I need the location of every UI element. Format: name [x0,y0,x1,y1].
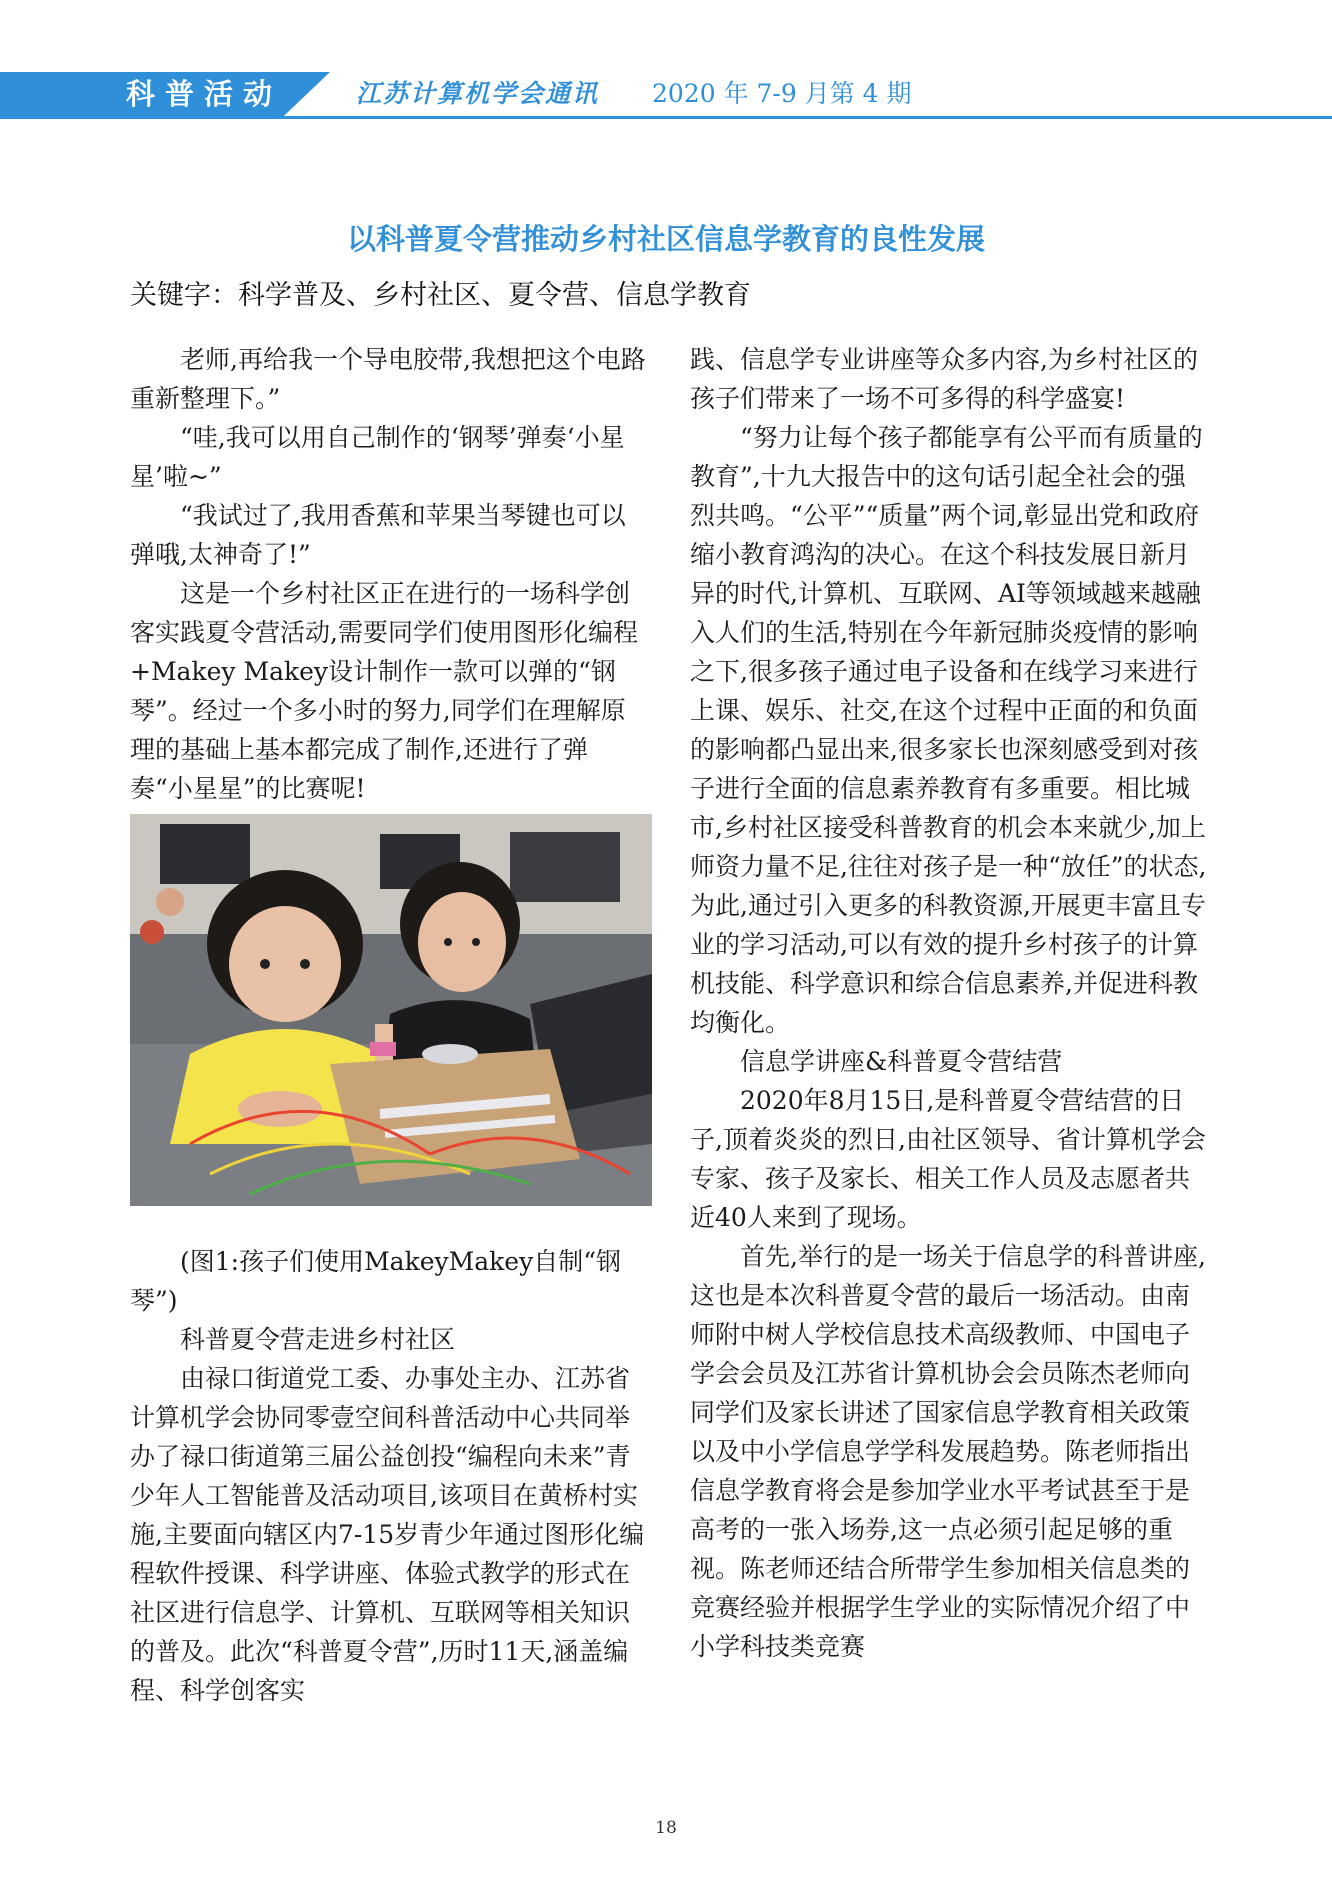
right-paragraph-4: 首先,举行的是一场关于信息学的科普讲座,这也是本次科普夏令营的最后一场活动。由南师附中树人学校信息技术高级教师、中国电子学会会员及江苏省计算机协会会员陈杰老师向同学们及家长讲述了国家信息学教育相关政策以及中小学信息学学科发展趋势。陈老师指出信息学教育将会是参加学业水平考试甚至于是高考的一张入场券,这一点必须引起足够的重视。陈老师还结合所带学生参加相关信息类的竞赛经验并根据学生学业的实际情况介绍了中小学科技类竞赛 [690,1242,1206,1661]
section-label: 科普活动 [126,77,283,111]
article-title: 以科普夏令营推动乡村社区信息学教育的良性发展 [346,222,985,257]
left-subheading: 科普夏令营走进乡村社区 [180,1325,456,1354]
children-makey-piano-photo [130,814,652,1206]
right-paragraph-3: 2020年8月15日,是科普夏令营结营的日子,顶着炎炎的烈日,由社区领导、省计算机学会专家、孩子及家长、相关工作人员及志愿者共近40人来到了现场。 [690,1086,1206,1232]
right-subheading: 信息学讲座&科普夏令营结营 [740,1047,1063,1076]
right-paragraph-2: “努力让每个孩子都能享有公平而有质量的教育”,十九大报告中的这句话引起全社会的强烈共鸣。“公平”“质量”两个词,彰显出党和政府缩小教育鸿沟的决心。在这个科技发展日新月异的时代,计算机、互联网、AI等领域越来越融入人们的生活,特别在今年新冠肺炎疫情的影响之下,很多孩子通过电子设备和在线学习来进行上课、娱乐、社交,在这个过程中正面的和负面的影响都凸显出来,很多家长也深刻感受到对孩子进行全面的信息素养教育有多重要。相比城市,乡村社区接受科普教育的机会本来就少,加上师资力量不足,往往对孩子是一种“放任”的状态,为此,通过引入更多的科教资源,开展更丰富且专业的学习活动,可以有效的提升乡村孩子的计算机技能、科学意识和综合信息素养,并促进科教均衡化。 [690,423,1207,1037]
header-rule [0,116,1332,119]
right-column [690,340,1210,1666]
left-paragraph-5: 由禄口街道党工委、办事处主办、江苏省计算机学会协同零壹空间科普活动中心共同举办了禄口街道第三届公益创投“编程向未来”青少年人工智能普及活动项目,该项目在黄桥村实施,主要面向辖区内7-15岁青少年通过图形化编程软件授课、科学讲座、体验式教学的形式在社区进行信息学、计算机、互联网等相关知识的普及。此次“科普夏令营”,历时11天,涵盖编程、科学创客实 [130,1364,645,1705]
right-paragraph-1: 践、信息学专业讲座等众多内容,为乡村社区的孩子们带来了一场不可多得的科学盛宴! [690,345,1198,413]
journal-name: 江苏计算机学会通讯 [356,79,600,108]
left-paragraph-2: “哇,我可以用自己制作的‘钢琴’弹奏‘小星星’啦~” [130,423,625,491]
left-paragraph-3: “我试过了,我用香蕉和苹果当琴键也可以弹哦,太神奇了!” [130,501,626,569]
page-number: 18 [655,1818,677,1838]
article-keywords: 关键字：科学普及、乡村社区、夏令营、信息学教育 [130,280,751,311]
photo-caption: (图1:孩子们使用MakeyMakey自制“钢琴”) [130,1247,622,1315]
left-column [130,340,650,1710]
left-paragraph-1: 老师,再给我一个导电胶带,我想把这个电路重新整理下。” [130,345,646,413]
left-paragraph-4: 这是一个乡村社区正在进行的一场科学创客实践夏令营活动,需要同学们使用图形化编程+Makey Makey设计制作一款可以弹的“钢琴”。经过一个多小时的努力,同学们在理解原理的基础上基本都完成了制作,还进行了弹奏“小星星”的比赛呢! [130,579,638,803]
issue-label: 2020 年 7-9 月第 4 期 [652,79,912,108]
